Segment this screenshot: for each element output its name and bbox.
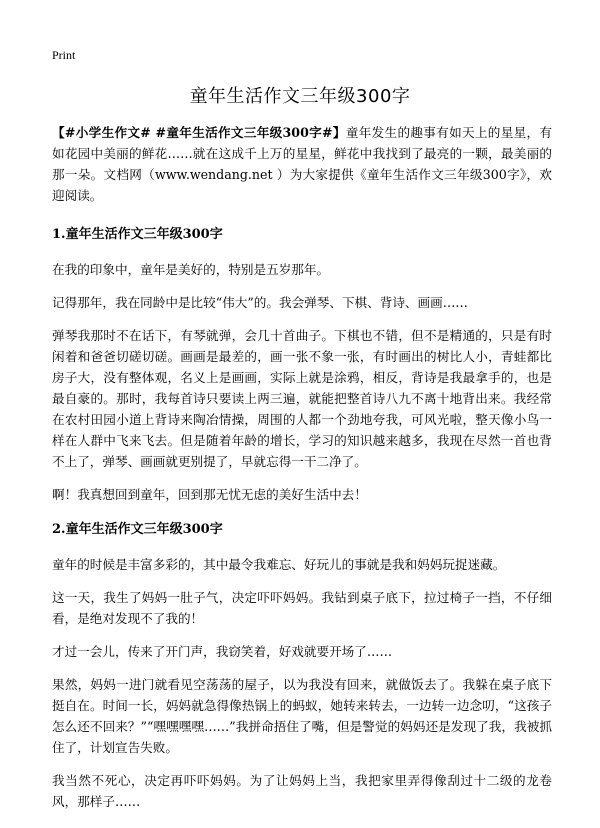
page-title: 童年生活作文三年级300字 — [189, 86, 411, 107]
intro-tags: 【#小学生作文# #童年生活作文三年级300字#】 — [52, 125, 346, 140]
paragraph: 这一天，我生了妈妈一肚子气，决定吓吓妈妈。我钻到桌子底下，拉过椅子一挡，不仔细看，是绝对发现不了我的！ — [52, 590, 552, 626]
paragraph: 弹琴我那时不在话下，有琴就弹，会几十首曲子。下棋也不错，但不是精通的，只是有时闲着和爸爸切磋切磋。画画是最差的，画一张不象一张，有时画出的树比人小，青蛙都比房子大，没有整体观，名义上是画画，实际上就是涂鸦，相反，背诗是我最拿手的，也是最自豪的。那时，我每首诗只要读上两三遍，就能把整首诗八九不离十地背出来。我经常在农村田园小道上背诗来陶冶情操，周围的人都一个劲地夸我，可风光啦，整天像小鸟一样在人群中飞来飞去。但是随着年龄的增长，学习的知识越来越多，我现在尽然一首也背不上了，弹琴、画画就更别提了，早就忘得一干二净了。 — [52, 328, 552, 469]
paragraph: 果然，妈妈一进门就看见空荡荡的屋子，以为我没有回来，就做饭去了。我躲在桌子底下挺自在。时间一长，妈妈就急得像热锅上的蚂蚁，她转来转去，一边转一边念叨，“这孩子怎么还不回来？”“嘿嘿嘿嘿……”我拼命捂住了嘴，但是警觉的妈妈还是发现了我，我被抓住了，计划宣告失败。 — [52, 677, 552, 755]
intro-text: 童年发生的趣事有如天上的星星，有如花园中美丽的鲜花……就在这成千上万的星星，鲜花中我找到了最亮的一颗，最美丽的那一朵。文档网（www.wendang.net ）为大家提供《童年生活作文三年级300字》，欢迎阅读。 — [52, 125, 552, 203]
print-label: Print — [52, 48, 76, 62]
paragraph: 记得那年，我在同龄中是比较“伟大”的。我会弹琴、下棋、背诗、画画…… — [52, 295, 468, 310]
paragraph: 我当然不死心，决定再吓吓妈妈。为了让妈妈上当，我把家里弄得像刮过十二级的龙卷风，那样子…… — [52, 773, 552, 809]
section-heading: 1.童年生活作文三年级300字 — [52, 227, 223, 242]
article-body — [52, 122, 552, 824]
paragraph: 啊！我真想回到童年，回到那无忧无虑的美好生活中去！ — [52, 487, 367, 502]
paragraph: 在我的印象中，童年是美好的，特别是五岁那年。 — [52, 262, 330, 277]
paragraph: 童年的时候是丰富多彩的，其中最令我难忘、好玩儿的事就是我和妈妈玩捉迷藏。 — [52, 557, 506, 572]
section-heading: 2.童年生活作文三年级300字 — [52, 522, 223, 537]
intro-paragraph — [52, 122, 552, 206]
paragraph: 才过一会儿，传来了开门声，我窃笑着，好戏就要开场了…… — [52, 644, 393, 659]
